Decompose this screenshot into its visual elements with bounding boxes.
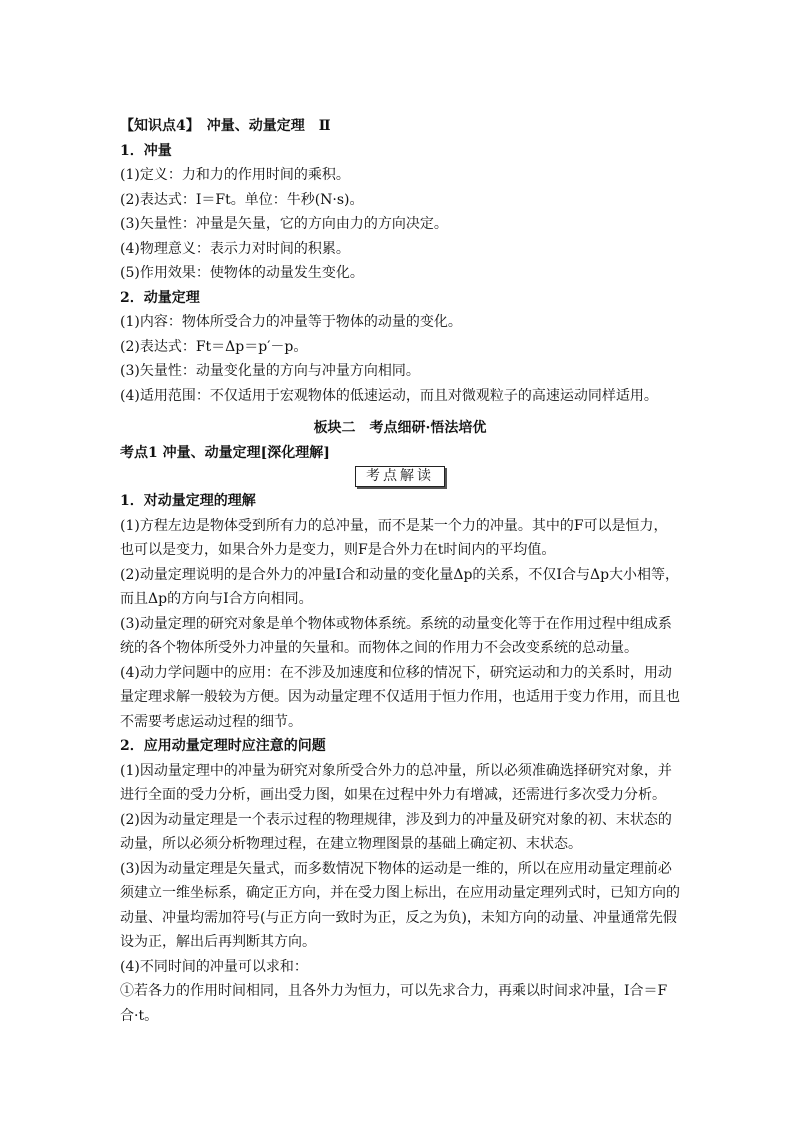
attention-p3: (3)因为动量定理是矢量式，而多数情况下物体的运动是一维的，所以在应用动量定理前必须建立一维坐标系，确定正方向，并在受力图上标出，在应用动量定理列式时，已知方向的动量、冲量均需加符号(与正方向一致时为正，反之为负)，未知方向的动量、冲量通常先假设为正，解出后再判断其方向。 [120, 860, 680, 950]
attention-p5: ①若各力的作用时间相同，且各外力为恒力，可以先求合力，再乘以时间求冲量，I合＝F合·t。 [120, 983, 668, 1024]
understanding-heading: 1．对动量定理的理解 [120, 493, 256, 509]
kaodian-badge: 考点解读 [355, 466, 445, 487]
attention-p1: (1)因动量定理中的冲量为研究对象所受合外力的总冲量，所以必须准确选择研究对象，并进行全面的受力分析，画出受力图，如果在过程中外力有增减，还需进行多次受力分析。 [120, 762, 672, 803]
kaodian-title: 考点1 冲量、动量定理[深化理解] [120, 444, 330, 461]
attention-heading: 2．应用动量定理时应注意的问题 [120, 738, 326, 754]
theorem-scope: (4)适用范围：不仅适用于宏观物体的低速运动，而且对微观粒子的高速运动同样适用。 [120, 387, 658, 404]
impulse-vector: (3)矢量性：冲量是矢量，它的方向由力的方向决定。 [120, 216, 448, 232]
theorem-expression: (2)表达式：Ft＝Δp＝p′－p。 [120, 338, 308, 355]
impulse-heading: 1．冲量 [120, 142, 172, 159]
understanding-p3: (3)动量定理的研究对象是单个物体或物体系统。系统的动量变化等于在作用过程中组成系统的各个物体所受外力冲量的矢量和。而物体之间的作用力不会改变系统的总动量。 [120, 615, 672, 656]
understanding-p2: (2)动量定理说明的是合外力的冲量I合和动量的变化量Δp的关系，不仅I合与Δp大小相等，而且Δp的方向与I合方向相同。 [120, 566, 680, 607]
understanding-p1: (1)方程左边是物体受到所有力的总冲量，而不是某一个力的冲量。其中的F可以是恒力，也可以是变力，如果合外力是变力，则F是合外力在t时间内的平均值。 [120, 517, 668, 558]
understanding-p4: (4)动力学问题中的应用：在不涉及加速度和位移的情况下，研究运动和力的关系时，用动量定理求解一般较为方便。因为动量定理不仅适用于恒力作用，也适用于变力作用，而且也不需要考虑运动过程的细节。 [120, 664, 680, 730]
impulse-meaning: (4)物理意义：表示力对时间的积累。 [120, 240, 350, 257]
badge-row [120, 465, 680, 489]
impulse-expression: (2)表达式：I＝Ft。单位：牛秒(N·s)。 [120, 191, 364, 208]
impulse-effect: (5)作用效果：使物体的动量发生变化。 [120, 265, 364, 281]
theorem-vector: (3)矢量性：动量变化量的方向与冲量方向相同。 [120, 363, 420, 379]
attention-p2: (2)因为动量定理是一个表示过程的物理规律，涉及到力的冲量及研究对象的初、末状态的动量，所以必须分析物理过程，在建立物理图景的基础上确定初、末状态。 [120, 811, 672, 852]
spacer [120, 408, 680, 416]
theorem-content: (1)内容：物体所受合力的冲量等于物体的动量的变化。 [120, 314, 462, 330]
block-title: 板块二 考点细研·悟法培优 [313, 420, 487, 436]
attention-p4: (4)不同时间的冲量可以求和： [120, 958, 308, 975]
theorem-heading: 2．动量定理 [120, 289, 200, 306]
impulse-definition: (1)定义：力和力的作用时间的乘积。 [120, 167, 350, 183]
section-title: 【知识点4】 冲量、动量定理 Ⅱ [120, 118, 331, 134]
content-area [120, 114, 680, 1028]
